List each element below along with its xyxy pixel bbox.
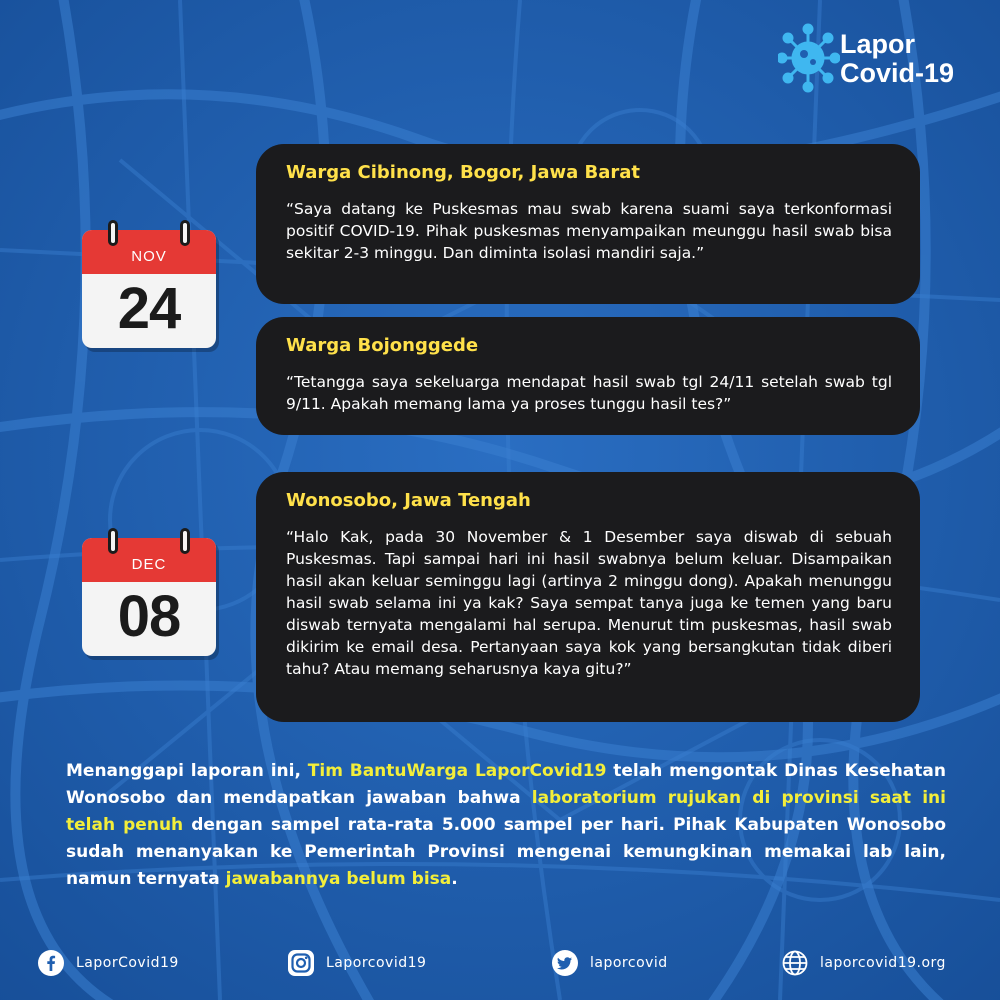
calendar-dec-08: [82, 528, 216, 658]
calendar-ring-icon: [180, 220, 190, 246]
response-text: telah mengontak Dinas Kesehatan Wonosobo dan mendapatkan jawaban bahwa: [66, 761, 946, 808]
response-text: .: [451, 869, 458, 889]
report-card-cibinong: [256, 144, 920, 304]
response-highlight: Tim BantuWarga LaporCovid19: [307, 761, 607, 781]
report-title: Warga Bojonggede: [286, 335, 479, 356]
calendar-nov-24: [82, 220, 216, 350]
response-text: dengan sampel rata-rata 5.000 sampel per hari. Pihak Kabupaten Wonosobo sudah menanyakan ke Pemerintah Provinsi mengenai kemungkinan memakai lab lain, namun ternyata: [66, 815, 947, 889]
calendar-day: 08: [117, 584, 181, 649]
report-card-bojonggede: [256, 317, 920, 435]
calendar-day: 24: [117, 276, 181, 341]
calendar-month: NOV: [82, 230, 216, 274]
calendar-page: [82, 230, 216, 348]
calendar-ring-icon: [108, 528, 118, 554]
facebook-icon: [38, 950, 64, 976]
virus-icon: [778, 22, 840, 94]
report-quote: “Tetangga saya sekeluarga mendapat hasil swab tgl 24/11 setelah swab tgl 9/11. Apakah memang lama ya proses tunggu hasil tes?”: [286, 373, 892, 413]
logo-wordmark: [840, 30, 954, 88]
response-text: Menanggapi laporan ini,: [66, 761, 308, 781]
facebook-label: LaporCovid19: [76, 955, 179, 971]
footer-facebook-link[interactable]: [38, 948, 179, 978]
logo-line-1: Lapor: [840, 29, 916, 59]
report-quote: “Halo Kak, pada 30 November & 1 Desember saya diswab di sebuah Puskesmas. Tapi sampai hari ini hasil swabnya belum keluar. Disampaikan hasil akan keluar seminggu lagi (artinya 2 minggu dong). Apakah menunggu hasil swab selama ini ya kak? Saya sempat tanya juga ke temen yang baru diswab ternyata mengalami hal serupa. Menurut tim puskesmas, hasil swab dikirim ke email desa. Pertanyaan saya kok yang bersangkutan tidak diberi tahu? Atau memang seharusnya kaya gitu?”: [286, 528, 892, 678]
instagram-label: Laporcovid19: [326, 955, 427, 971]
twitter-label: laporcovid: [590, 955, 668, 971]
instagram-icon: [288, 950, 314, 976]
report-title: Warga Cibinong, Bogor, Jawa Barat: [286, 162, 641, 183]
report-title: Wonosobo, Jawa Tengah: [286, 490, 531, 511]
logo-line-2: Covid-19: [840, 58, 955, 88]
footer-website-link[interactable]: [782, 948, 946, 978]
twitter-icon: [552, 950, 578, 976]
lapor-covid-logo: [778, 22, 978, 102]
response-highlight: jawabannya belum bisa: [225, 869, 452, 889]
response-paragraph: [66, 758, 946, 893]
report-card-wonosobo: [256, 472, 920, 722]
globe-icon: [782, 950, 808, 976]
footer-instagram-link[interactable]: [288, 948, 426, 978]
calendar-page: [82, 538, 216, 656]
response-highlight: laboratorium rujukan di provinsi saat ini telah penuh: [66, 788, 946, 835]
calendar-ring-icon: [180, 528, 190, 554]
calendar-ring-icon: [108, 220, 118, 246]
calendar-month: DEC: [82, 538, 216, 582]
website-label: laporcovid19.org: [820, 955, 946, 971]
footer-twitter-link[interactable]: [552, 948, 668, 978]
report-quote: “Saya datang ke Puskesmas mau swab karena suami saya terkonformasi positif COVID-19. Pihak puskesmas menyampaikan meunggu hasil swab bisa sekitar 2-3 minggu. Dan diminta isolasi mandiri saja.”: [286, 200, 892, 262]
